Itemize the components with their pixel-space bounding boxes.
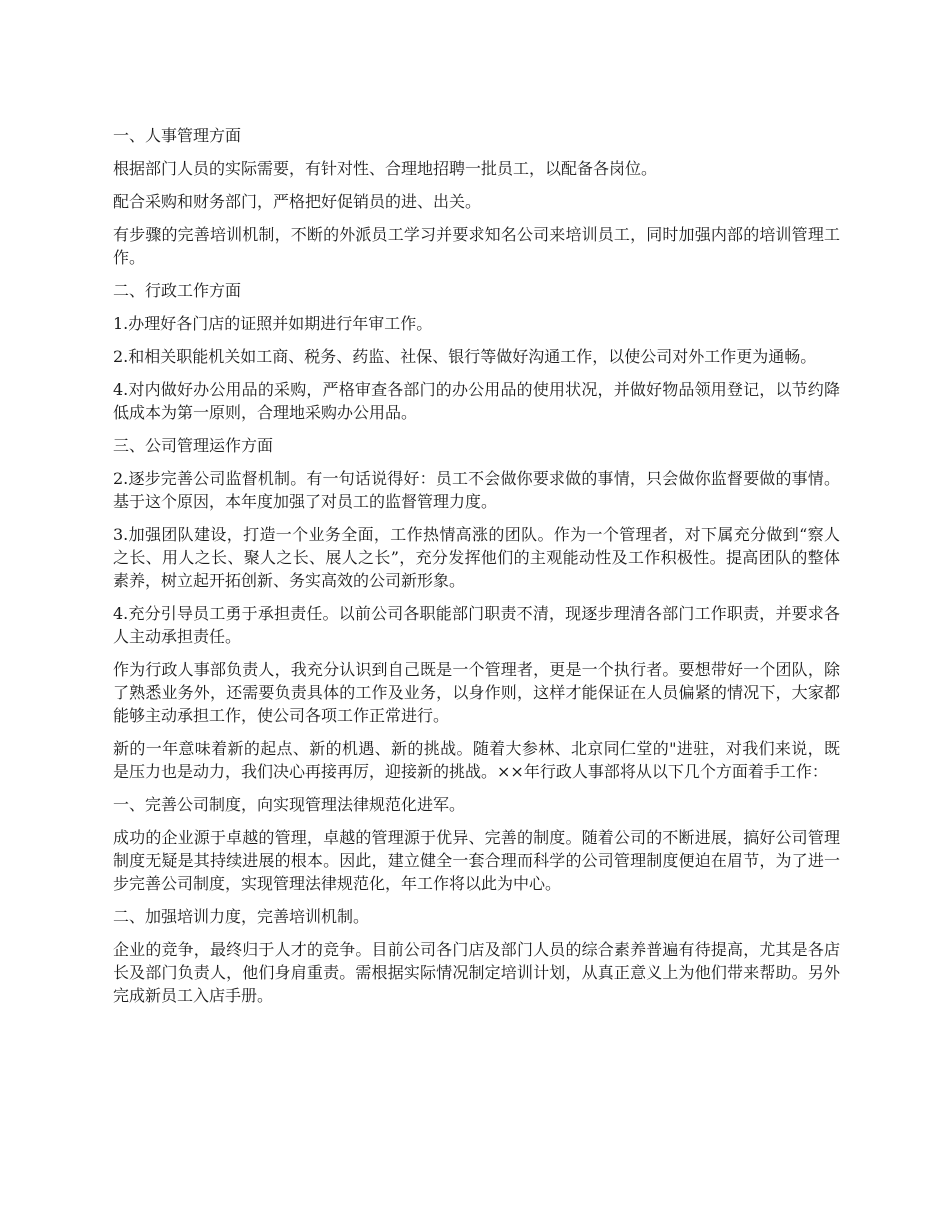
paragraph: 企业的竞争，最终归于人才的竞争。目前公司各门店及部门人员的综合素养普遍有待提高，尤其是各店长及部门负责人，他们身肩重责。需根据实际情况制定培训计划，从真正意义上为他们带来帮助。另外完成新员工入店手册。: [113, 940, 840, 1005]
section-heading-system: 一、完善公司制度，向实现管理法律规范化进军。: [113, 795, 466, 814]
paragraph: 有步骤的完善培训机制，不断的外派员工学习并要求知名公司来培训员工，同时加强内部的培训管理工作。: [113, 225, 840, 267]
paragraph: 作为行政人事部负责人，我充分认识到自己既是一个管理者，更是一个执行者。要想带好一个团队，除了熟悉业务外，还需要负责具体的工作及业务，以身作则，这样才能保证在人员偏紧的情况下，大家都能够主动承担工作，使公司各项工作正常进行。: [113, 660, 840, 725]
section-heading-management: 三、公司管理运作方面: [113, 436, 274, 455]
list-item: 4.充分引导员工勇于承担责任。以前公司各职能部门职责不清，现逐步理清各部门工作职责，并要求各人主动承担责任。: [113, 604, 840, 646]
list-item: 3.加强团队建设，打造一个业务全面，工作热情高涨的团队。作为一个管理者，对下属充分做到“察人之长、用人之长、聚人之长、展人之长”，充分发挥他们的主观能动性及工作积极性。提高团队的整体素养，树立起开拓创新、务实高效的公司新形象。: [113, 525, 840, 590]
section-heading-admin: 二、行政工作方面: [113, 281, 242, 300]
section-heading-training: 二、加强培训力度，完善培训机制。: [113, 907, 370, 926]
document-body: [113, 124, 840, 1017]
paragraph: 配合采购和财务部门，严格把好促销员的进、出关。: [113, 192, 482, 211]
list-item: 2.和相关职能机关如工商、税务、药监、社保、银行等做好沟通工作，以使公司对外工作更为通畅。: [113, 347, 817, 366]
paragraph: 新的一年意味着新的起点、新的机遇、新的挑战。随着大参林、北京同仁堂的"进驻，对我们来说，既是压力也是动力，我们决心再接再厉，迎接新的挑战。××年行政人事部将从以下几个方面着手工作：: [113, 739, 840, 781]
paragraph: 根据部门人员的实际需要，有针对性、合理地招聘一批员工，以配备各岗位。: [113, 159, 658, 178]
list-item: 1.办理好各门店的证照并如期进行年审工作。: [113, 314, 433, 333]
list-item: 2.逐步完善公司监督机制。有一句话说得好：员工不会做你要求做的事情，只会做你监督要做的事情。基于这个原因，本年度加强了对员工的监督管理力度。: [113, 469, 840, 511]
section-heading-hr: 一、人事管理方面: [113, 126, 242, 145]
paragraph: 成功的企业源于卓越的管理，卓越的管理源于优异、完善的制度。随着公司的不断进展，搞好公司管理制度无疑是其持续进展的根本。因此，建立健全一套合理而科学的公司管理制度便迫在眉节，为了进一步完善公司制度，实现管理法律规范化，年工作将以此为中心。: [113, 828, 840, 893]
list-item: 4.对内做好办公用品的采购，严格审查各部门的办公用品的使用状况，并做好物品领用登记，以节约降低成本为第一原则，合理地采购办公用品。: [113, 380, 840, 422]
